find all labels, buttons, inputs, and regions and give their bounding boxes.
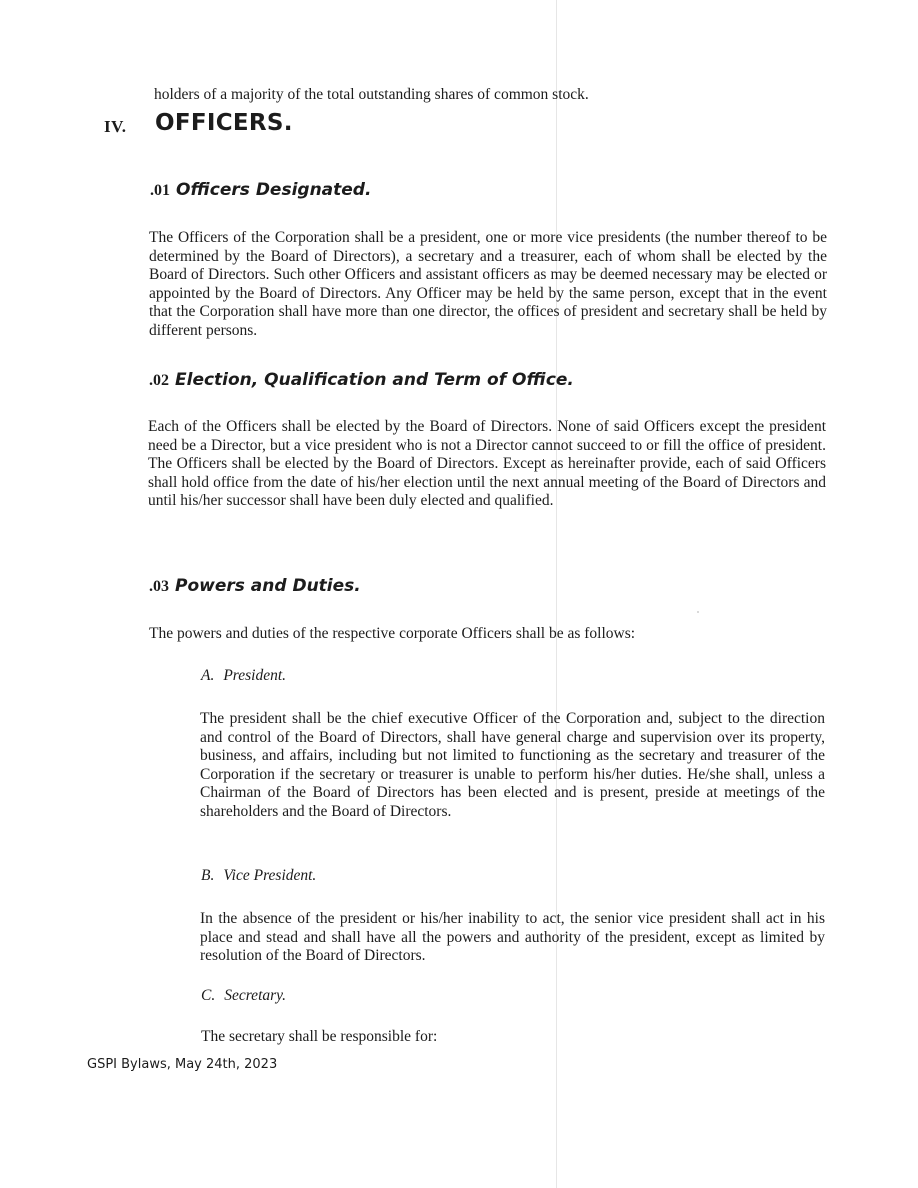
subsection-heading-c bbox=[201, 987, 286, 1005]
section-heading-02 bbox=[149, 370, 574, 390]
page-footer: GSPI Bylaws, May 24th, 2023 bbox=[87, 1057, 278, 1072]
section-title: Election, Qualification and Term of Office. bbox=[175, 370, 574, 390]
subsection-body-a: The president shall be the chief executive Officer of the Corporation and, subject to the direction and control of the Board of Directors, shall have general charge and supervision over its property, business, and affairs, including but not limited to functioning as the secretary and treasurer of the Corporation if the secretary or treasurer is unable to perform his/her duties. He/she shall, unless a Chairman of the Board of Directors has been elected and is present, preside at meetings of the shareholders and the Board of Directors. bbox=[200, 710, 825, 820]
subsection-body-c: The secretary shall be responsible for: bbox=[201, 1028, 438, 1045]
subsection-title: President. bbox=[223, 667, 287, 684]
page-fold-line bbox=[556, 0, 557, 1188]
section-number: .03 bbox=[149, 578, 169, 595]
article-title: OFFICERS. bbox=[155, 110, 293, 136]
subsection-letter: A. bbox=[201, 667, 215, 684]
subsection-title: Secretary. bbox=[224, 987, 287, 1004]
section-title: Officers Designated. bbox=[176, 180, 372, 200]
article-number: IV. bbox=[104, 117, 127, 136]
subsection-heading-b bbox=[201, 867, 316, 885]
section-title: Powers and Duties. bbox=[175, 576, 361, 596]
section-body-01: The Officers of the Corporation shall be a president, one or more vice presidents (the number thereof to be determined by the Board of Directors), a secretary and a treasurer, each of whom shall be elected by the Board of Directors. Such other Officers and assistant officers as may be deemed necessary may be elected or appointed by the Board of Directors. Any Officer may be held by the same person, except that in the event that the Corporation shall have more than one director, the offices of president and secretary shall be held by different persons. bbox=[149, 229, 827, 339]
subsection-letter: B. bbox=[201, 867, 215, 884]
subsection-heading-a bbox=[201, 667, 286, 685]
section-heading-03 bbox=[149, 576, 361, 596]
section-heading-01 bbox=[150, 180, 371, 200]
subsection-body-b: In the absence of the president or his/her inability to act, the senior vice president shall act in his place and stead and shall have all the powers and authority of the president, except as limited by resolution of the Board of Directors. bbox=[200, 910, 825, 965]
continued-paragraph: holders of a majority of the total outstanding shares of common stock. bbox=[154, 86, 589, 103]
scan-speck bbox=[697, 611, 699, 613]
section-number: .01 bbox=[150, 182, 170, 199]
section-number: .02 bbox=[149, 372, 169, 389]
subsection-title: Vice President. bbox=[223, 867, 317, 884]
section-body-03: The powers and duties of the respective corporate Officers shall be as follows: bbox=[149, 625, 636, 642]
subsection-letter: C. bbox=[201, 987, 216, 1004]
section-body-02: Each of the Officers shall be elected by the Board of Directors. None of said Officers except the president need be a Director, but a vice president who is not a Director cannot succeed to or fill the office of president. The Officers shall be elected by the Board of Directors. Except as hereinafter provide, each of said Officers shall hold office from the date of his/her election until the next annual meeting of the Board of Directors and until his/her successor shall have been duly elected and qualified. bbox=[148, 418, 826, 510]
